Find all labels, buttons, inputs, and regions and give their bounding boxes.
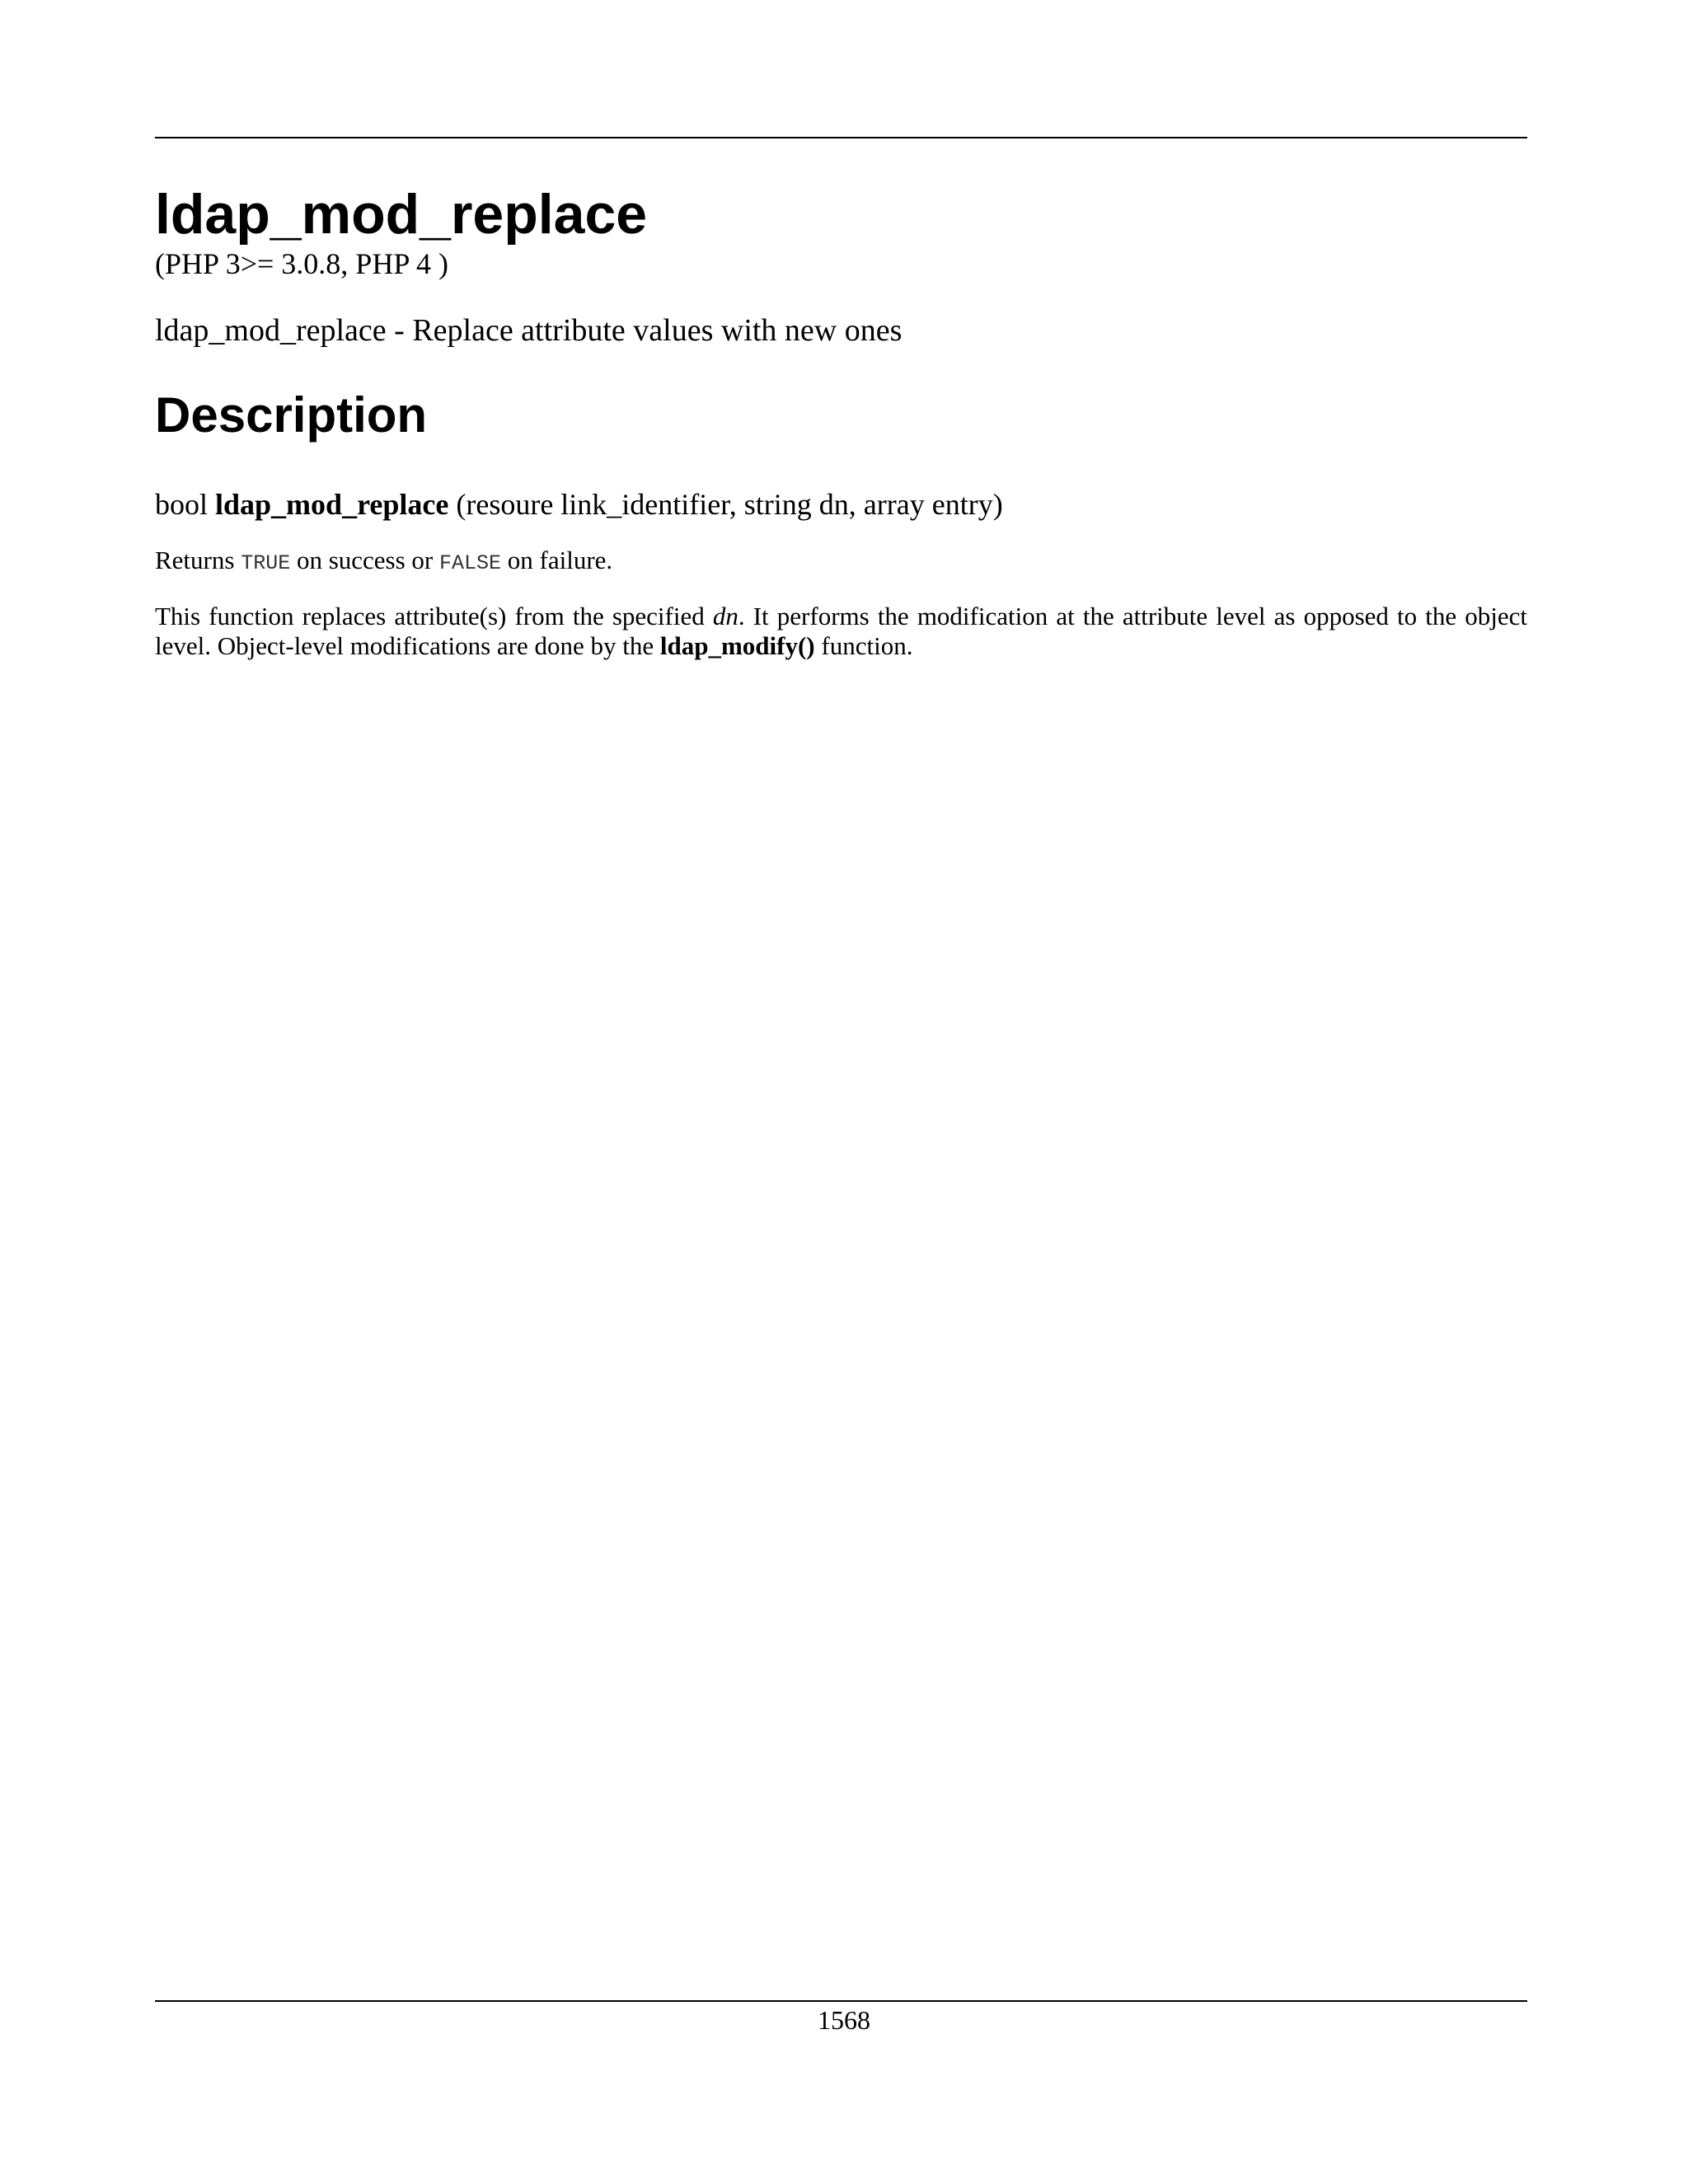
returns-prefix: Returns	[155, 546, 235, 575]
description-part2: . It performs the modification at the attribute level as opposed to the object level. Object-level modifications are done by the	[155, 602, 1528, 661]
returns-suffix: on failure.	[507, 546, 613, 575]
function-ref-ldap-modify[interactable]: ldap_modify()	[659, 631, 815, 661]
return-type: bool	[155, 487, 209, 521]
function-purpose: ldap_mod_replace - Replace attribute values with new ones	[155, 313, 903, 349]
function-name: ldap_mod_replace	[215, 487, 449, 521]
param-dn: dn	[712, 602, 738, 631]
returns-paragraph	[155, 546, 1527, 579]
function-synopsis	[155, 487, 1527, 523]
returns-middle: on success or	[296, 546, 434, 575]
false-constant: FALSE	[439, 551, 502, 576]
description-part1: This function replaces attribute(s) from the specified	[155, 602, 705, 631]
description-part3: function.	[821, 631, 913, 661]
version-info: (PHP 3>= 3.0.8, PHP 4 )	[155, 247, 448, 280]
footer-rule	[155, 2000, 1527, 2002]
page-content	[155, 183, 1528, 661]
true-constant: TRUE	[241, 551, 291, 576]
header-rule	[155, 137, 1527, 138]
page-number: 1568	[818, 2005, 870, 2035]
section-heading-description: Description	[155, 387, 428, 443]
description-paragraph	[155, 602, 1527, 661]
page-title: ldap_mod_replace	[155, 183, 648, 246]
function-params: (resoure link_identifier, string dn, array entry)	[456, 487, 1003, 521]
